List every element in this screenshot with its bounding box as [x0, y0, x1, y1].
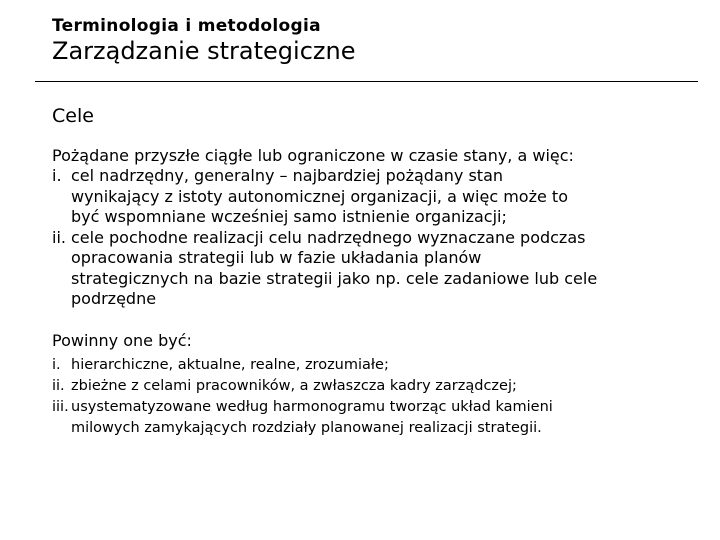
list-item-line: strategicznych na bazie strategii jako np. cele zadaniowe lub cele: [71, 268, 598, 288]
list-item: [52, 355, 553, 376]
list-marker: iii.: [52, 399, 69, 415]
list-item-line: opracowania strategii lub w fazie układania planów: [71, 248, 482, 267]
list-item: [52, 228, 597, 310]
slide-subtitle: Terminologia i metodologia: [52, 16, 321, 36]
list-item-line: milowych zamykających rozdziały planowanej realizacji strategii.: [71, 420, 542, 436]
list-item-line: być wspomniane wcześniej samo istnienie organizacji;: [71, 207, 507, 226]
goals-intro: Pożądane przyszłe ciągłe lub ograniczone w czasie stany, a więc:: [52, 146, 574, 165]
list-marker: ii.: [52, 378, 65, 394]
requirements-intro: Powinny one być:: [52, 331, 192, 350]
list-item: [52, 376, 553, 397]
title-divider: [35, 81, 698, 82]
list-item: [52, 397, 553, 439]
goals-list: [52, 166, 597, 310]
slide-title: Zarządzanie strategiczne: [52, 37, 356, 65]
list-item-line: cele pochodne realizacji celu nadrzędnego wyznaczane podczas: [71, 227, 586, 247]
requirements-list: [52, 355, 553, 439]
list-item: [52, 166, 597, 228]
list-item-line: usystematyzowane według harmonogramu tworząc układ kamieni: [71, 399, 553, 415]
list-marker: ii.: [52, 227, 66, 247]
list-item-line: podrzędne: [71, 289, 157, 308]
list-item-line: wynikający z istoty autonomicznej organizacji, a więc może to: [71, 186, 568, 206]
list-marker: i.: [52, 166, 62, 185]
list-item-line: cel nadrzędny, generalny – najbardziej pożądany stan: [71, 166, 504, 185]
section-heading: Cele: [52, 105, 94, 127]
list-item-line: hierarchiczne, aktualne, realne, zrozumiałe;: [71, 357, 389, 373]
list-item-line: zbieżne z celami pracowników, a zwłaszcza kadry zarządczej;: [71, 378, 517, 394]
list-marker: i.: [52, 357, 61, 373]
